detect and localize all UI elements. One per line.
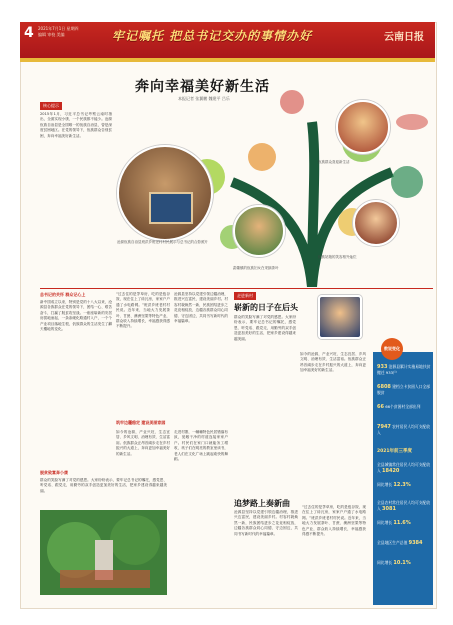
photo-woman-tea: [233, 205, 285, 257]
newspaper-logo: 云南日报: [384, 32, 424, 43]
body-column-g: 沧源县坚持以党建引领边疆治理，推进兴边富民，建设美丽乡村。村容村貌焕然一新，民族团结进步之花竞相绽放，边疆各族群众同心同德、守边固边，共同书写新时代的幸福篇章。: [234, 510, 298, 536]
photo-girl-bottom-right: [353, 200, 399, 246]
caption-woman-tea: 勐董镇的佤族妇女在采摘茶叶: [233, 266, 279, 270]
stat-label: 同比增长: [377, 560, 393, 565]
stat-block-1: [377, 364, 431, 376]
stat-block-3: [377, 404, 431, 410]
caption-main-photo: 沧源佤族自治县班洪乡班老村村民展示与总书记的合影照片: [117, 240, 208, 244]
header-date: 2021年7月1日 星期四: [38, 26, 79, 31]
stat-label: 同比增长: [377, 520, 393, 525]
stats-sidebar: [373, 352, 433, 605]
stat-number: 3081: [382, 506, 396, 513]
body-column-f: 如今的沧源，产业兴旺、生态宜居、乡风文明、治理有效、生活富裕。佤族群众正昂首阔步走在乡村振兴的大道上，奔向更加幸福美好的新生活。: [300, 352, 366, 373]
framed-photo: [149, 192, 193, 224]
stat-label: 沧源县累计实施易地扶贫搬迁 933户: [377, 364, 431, 376]
photo-woman-top-right: [336, 100, 390, 154]
right-heading-1: 崭新的日子在后头: [234, 302, 298, 312]
stat-label: 农村居民人均可支配收入: [377, 424, 431, 436]
stat-block-2: [377, 384, 431, 396]
sidebar-badge: 数说变化: [381, 338, 403, 360]
section-heading-left-1: 总书记的关怀 群众记心上: [40, 292, 86, 297]
article-title: 奔向幸福美好新生活: [135, 79, 270, 95]
photo-dancers: [318, 295, 362, 339]
stat-block-10: [377, 560, 431, 566]
body-column-a: 新中国成立以来，特别是党的十八大以来，沧源县各族群众在党的领导下，团结一心、艰苦奋斗，打赢了脱贫攻坚战。一座座崭新的安居房拔地而起，一条条硬化路通村入户，一个个产业项目落地生根，佤族群众的生活发生了翻天覆地的变化。: [40, 300, 112, 332]
caption-top-right: 佤族群众喜迎新生活: [318, 160, 350, 164]
stat-number: 66: [377, 404, 384, 410]
caption-bottom-right: 佤族姑娘的笑容格外灿烂: [318, 255, 357, 259]
aerial-graphic: [40, 510, 167, 595]
body-column-h: “过去住的是茅草房，吃的是苞谷饭，现在住上了砖瓦房，家家户户通了水电路网。”班洪乡班老村村民说。近年来，当地大力发展茶叶、甘蔗、澳洲坚果等特色产业，群众收入持续增长，幸福感获得感不断提升。: [302, 505, 366, 537]
stat-block-8: [377, 520, 431, 526]
stat-number: 12.3%: [393, 482, 411, 488]
stat-number: 7947: [377, 424, 391, 430]
stat-block-5: [377, 462, 431, 474]
stat-label: 建档立卡贫困人口全部脱贫: [377, 384, 431, 396]
stat-block-6: [377, 482, 431, 488]
stat-number: 18420: [382, 468, 400, 475]
intro-text: 2015年1月，习近平总书记考察云南时指出，全面实现小康，一个民族都不能少。沧源佤族自治县是全国唯一的佤族自治县，曾是深度贫困地区。在党的领导下，佤族群众告别贫困，奔向幸福美好新生活。: [40, 112, 112, 138]
photo-villagers-with-portrait: [117, 145, 213, 241]
article-byline: 本报记者 张翼鹏 魏建平 吕乐: [178, 96, 230, 101]
body-column-c: 沧源县坚持以党建引领边疆治理，推进兴边富民，建设美丽乡村。村容村貌焕然一新，民族团结进步之花竞相绽放，边疆各族群众同心同德、守边固边，共同书写新时代的幸福篇章。: [174, 292, 228, 324]
stat-number: 6808: [377, 384, 391, 390]
stat-number: 9384: [408, 540, 423, 546]
body-column-e: 群众的笑脸写满了对党的感恩。大家纷纷表示，要牢记总书记的嘱托，感党恩、听党话、跟党走，用勤劳的双手创造更加美好的生活，把家乡建设得越来越美丽。: [234, 315, 296, 341]
stat-block-4: [377, 424, 431, 436]
stat-label: 全县农村常住居民人均可支配收入: [377, 500, 431, 512]
right-heading-2: 追梦路上奏新曲: [234, 498, 290, 508]
stat-block-9: [377, 540, 431, 546]
stat-number: 11.6%: [393, 520, 411, 526]
section-heading-mid-1: 筑牢边疆稳定 建设美丽家园: [116, 420, 166, 425]
body-column-b: “过去住的是茅草房，吃的是苞谷饭，现在住上了砖瓦房，家家户户通了水电路网。”班洪乡班老村村民说。近年来，当地大力发展茶叶、甘蔗、澳洲坚果等特色产业，群众收入持续增长，幸福感获得感不断提升。: [116, 292, 170, 329]
body-column-b2: 如今的沧源，产业兴旺、生态宜居、乡风文明、治理有效、生活富裕。佤族群众正昂首阔步走在乡村振兴的大道上，奔向更加幸福美好的新生活。: [116, 430, 170, 456]
stat-subheading: 2021年前三季度: [377, 449, 413, 454]
section-heading-left-2: 脱贫致富奔小康: [40, 470, 68, 475]
body-column-d: 走进村寨，一幢幢特色民居错落有致，宽敞干净的村道连接家家户户。村民们在家门口就能务工增收，孩子们在明亮的教室里读书，老人们在文化广场上跳起欢快的舞蹈。: [174, 430, 228, 462]
header-editors: 编辑 审校 美编: [38, 32, 65, 37]
stat-label: 同比增长: [377, 482, 393, 487]
stat-block-7: [377, 500, 431, 512]
aerial-village-photo: [40, 510, 167, 595]
stat-label: 全县城镇常住居民人均可支配收入: [377, 462, 431, 474]
stat-number: 10.1%: [393, 560, 411, 566]
banner-title: 牢记嘱托 把总书记交办的事情办好: [112, 29, 313, 43]
stat-label: 66个贫困村全部出列: [385, 404, 421, 409]
body-column-a2: 群众的笑脸写满了对党的感恩。大家纷纷表示，要牢记总书记的嘱托，感党恩、听党话、跟党走，用勤劳的双手创造更加美好的生活，把家乡建设得越来越美丽。: [40, 478, 167, 493]
section-divider: [40, 288, 433, 289]
stat-number: 933: [377, 364, 388, 370]
page-number: 4: [24, 25, 34, 41]
right-section-tag: 走进新村: [234, 292, 256, 300]
intro-tag: 核心提示: [40, 102, 62, 110]
header-meta: [38, 26, 79, 38]
stat-label: 全县地区生产总值: [377, 540, 408, 545]
